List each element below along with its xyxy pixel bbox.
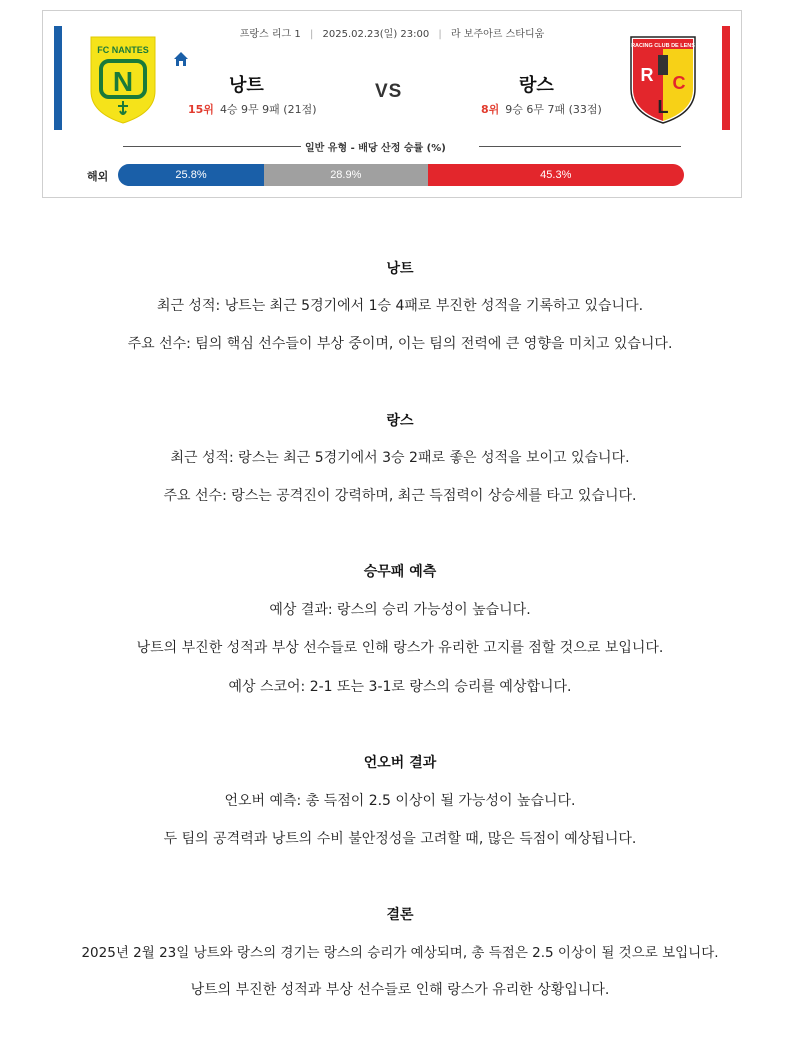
paragraph: 주요 선수: 랑스는 공격진이 강력하며, 최근 득점력이 상승세를 타고 있습니다.	[163, 488, 637, 504]
nantes-logo	[87, 33, 159, 125]
paragraph: 언오버 예측: 총 득점이 2.5 이상이 될 가능성이 높습니다.	[224, 793, 576, 809]
paragraph: 예상 결과: 랑스의 승리 가능성이 높습니다.	[269, 602, 531, 618]
away-team-stats: 9승 6무 7패 (33점)	[505, 103, 602, 116]
paragraph: 낭트의 부진한 성적과 부상 선수들로 인해 랑스가 유리한 고지를 점할 것으로 보입니다.	[136, 640, 664, 656]
league-name: 프랑스 리그 1	[239, 29, 301, 40]
paragraph: 주요 선수: 팀의 핵심 선수들이 부상 중이며, 이는 팀의 전력에 큰 영향을 미치고 있습니다.	[127, 336, 673, 352]
section-title-away: 랑스	[386, 413, 414, 429]
match-card	[42, 10, 742, 198]
probability-header	[43, 139, 741, 153]
vs-label: VS	[375, 81, 403, 102]
probability-title: 일반 유형 - 배당 산정 승률 (%)	[305, 143, 446, 154]
away-team-rank: 8위	[481, 103, 500, 116]
draw-segment: 28.9%	[264, 164, 428, 186]
divider	[123, 146, 301, 147]
paragraph: 두 팀의 공격력과 낭트의 수비 불안정성을 고려할 때, 많은 득점이 예상됩니다.	[163, 831, 637, 847]
section-title-home: 낭트	[386, 261, 414, 277]
paragraph: 최근 성적: 낭트는 최근 5경기에서 1승 4패로 부진한 성적을 기록하고 있습니다.	[156, 298, 644, 314]
home-color-bar	[54, 26, 62, 130]
lens-logo-letter-c: C	[672, 73, 686, 93]
lens-logo-letter-r: R	[640, 65, 654, 85]
home-team-stats: 4승 9무 9패 (21점)	[219, 103, 317, 116]
meta-separator: |	[309, 29, 314, 40]
section-title-conclusion: 결론	[386, 907, 414, 923]
meta-separator: |	[438, 29, 442, 40]
section-title-prediction: 승무패 예측	[363, 564, 437, 580]
nantes-logo-letter: N	[112, 66, 134, 97]
lens-logo	[627, 33, 699, 125]
home-team-rank: 15위	[188, 103, 214, 116]
paragraph: 2025년 2월 23일 낭트와 랑스의 경기는 랑스의 승리가 예상되며, 총 득점은 2.5 이상이 될 것으로 보입니다.	[81, 945, 719, 961]
away-color-bar	[722, 26, 730, 130]
home-team-record	[188, 101, 317, 117]
paragraph: 최근 성적: 랑스는 최근 5경기에서 3승 2패로 좋은 성적을 보이고 있습니다.	[170, 450, 630, 466]
lens-logo-text: RACING CLUB DE LENS	[631, 43, 695, 49]
probability-bar	[118, 164, 684, 186]
away-win-segment: 45.3%	[428, 164, 684, 186]
match-datetime: 2025.02.23(일) 23:00	[322, 29, 430, 40]
match-venue: 라 보주아르 스타디움	[450, 29, 545, 40]
paragraph: 낭트의 부진한 성적과 부상 선수들로 인해 랑스가 유리한 상황입니다.	[190, 982, 610, 998]
away-team-name[interactable]: 랑스	[519, 75, 554, 96]
lens-logo-letter-l: L	[657, 97, 669, 117]
home-win-segment: 25.8%	[118, 164, 264, 186]
paragraph: 예상 스코어: 2-1 또는 3-1로 랑스의 승리를 예상합니다.	[228, 679, 572, 695]
home-team-name[interactable]: 낭트	[229, 75, 264, 96]
home-icon	[173, 51, 189, 67]
away-team-record	[481, 101, 602, 117]
section-title-overunder: 언오버 결과	[363, 755, 437, 771]
nantes-logo-text: FC NANTES	[97, 45, 149, 55]
probability-source-label: 해외	[87, 170, 109, 183]
divider	[479, 146, 681, 147]
